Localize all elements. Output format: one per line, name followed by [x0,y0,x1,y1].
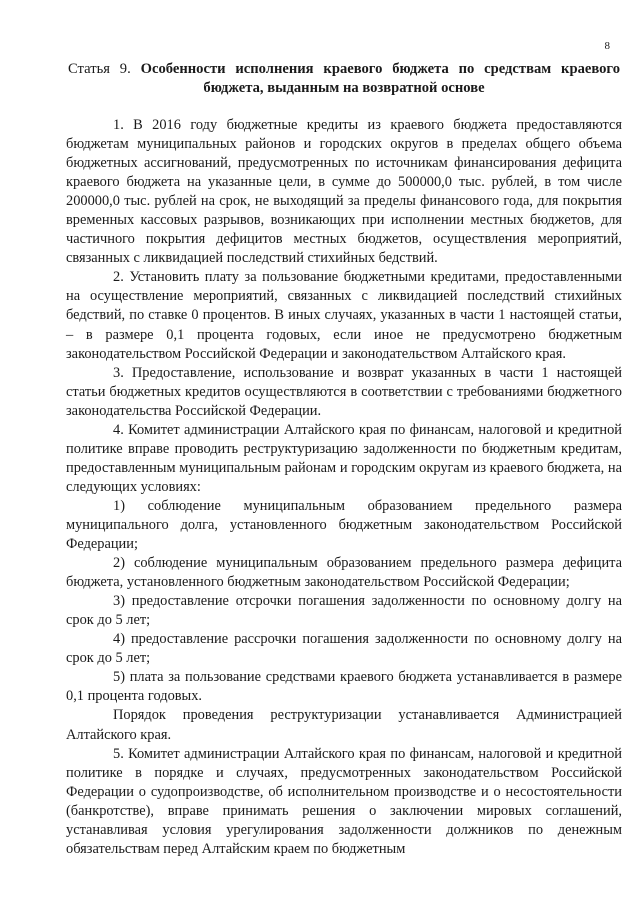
page-number: 8 [604,40,610,52]
article-title: Особенности исполнения краевого бюджета по средствам краевого бюджета, выданным на возвратной основе [140,61,620,96]
article-heading [68,60,620,98]
paragraph-part-5: 5. Комитет администрации Алтайского края по финансам, налоговой и кредитной политике в порядке и случаях, предусмотренных законодательством Российской Федерации о судопроизводстве, об исполнительном производстве и о несостоятельности (банкротстве), вправе принимать решения о заключении мировых соглашений, устанавливая условия урегулирования задолженности должников по денежным обязательствам перед Алтайским краем по бюджетным [66,745,622,857]
list-item-condition-4: 4) предоставление рассрочки погашения задолженности по основному долгу на срок до 5 лет; [66,631,622,667]
list-item-condition-3: 3) предоставление отсрочки погашения задолженности по основному долгу на срок до 5 лет; [66,593,622,629]
list-item-condition-5: 5) плата за пользование средствами краевого бюджета устанавливается в размере 0,1 процента годовых. [66,669,622,705]
list-item-condition-2: 2) соблюдение муниципальным образованием предельного размера дефицита бюджета, установленного бюджетным законодательством Российской Федерации; [66,555,622,591]
paragraph-part-4: 4. Комитет администрации Алтайского края по финансам, налоговой и кредитной политике вправе проводить реструктуризацию задолженности по бюджетным кредитам, предоставленным муниципальным районам и городским округам из краевого бюджета, на следующих условиях: [66,421,622,495]
paragraph-restructuring-procedure: Порядок проведения реструктуризации устанавливается Администрацией Алтайского края. [66,707,622,743]
article-label: Статья 9. [68,61,131,77]
paragraph-part-3: 3. Предоставление, использование и возврат указанных в части 1 настоящей статьи бюджетных кредитов осуществляются в соответствии с требованиями бюджетного законодательства Российской Федерации. [66,364,622,419]
list-item-condition-1: 1) соблюдение муниципальным образованием предельного размера муниципального долга, установленного бюджетным законодательством Российской Федерации; [66,497,622,553]
article-body [66,116,622,859]
paragraph-part-2: 2. Установить плату за пользование бюджетными кредитами, предоставленными на осуществление мероприятий, связанных с ликвидацией последствий стихийных бедствий, по ставке 0 процентов. В иных случаях, указанных в части 1 настоящей статьи, – в размере 0,1 процента годовых, если иное не предусмотрено бюджетным законодательством Российской Федерации и законодательством Алтайского края. [66,269,622,362]
paragraph-part-1: 1. В 2016 году бюджетные кредиты из краевого бюджета предоставляются бюджетам муниципальных районов и городских округов в пределах общего объема бюджетных ассигнований, предусмотренных по источникам финансирования дефицита краевого бюджета на указанные цели, в сумме до 500000,0 тыс. рублей, в том числе 200000,0 тыс. рублей на срок, не выходящий за пределы финансового года, для покрытия временных кассовых разрывов, возникающих при исполнении местных бюджетов, для частичного покрытия дефицитов местных бюджетов, осуществления мероприятий, связанных с ликвидацией последствий стихийных бедствий. [66,117,622,267]
